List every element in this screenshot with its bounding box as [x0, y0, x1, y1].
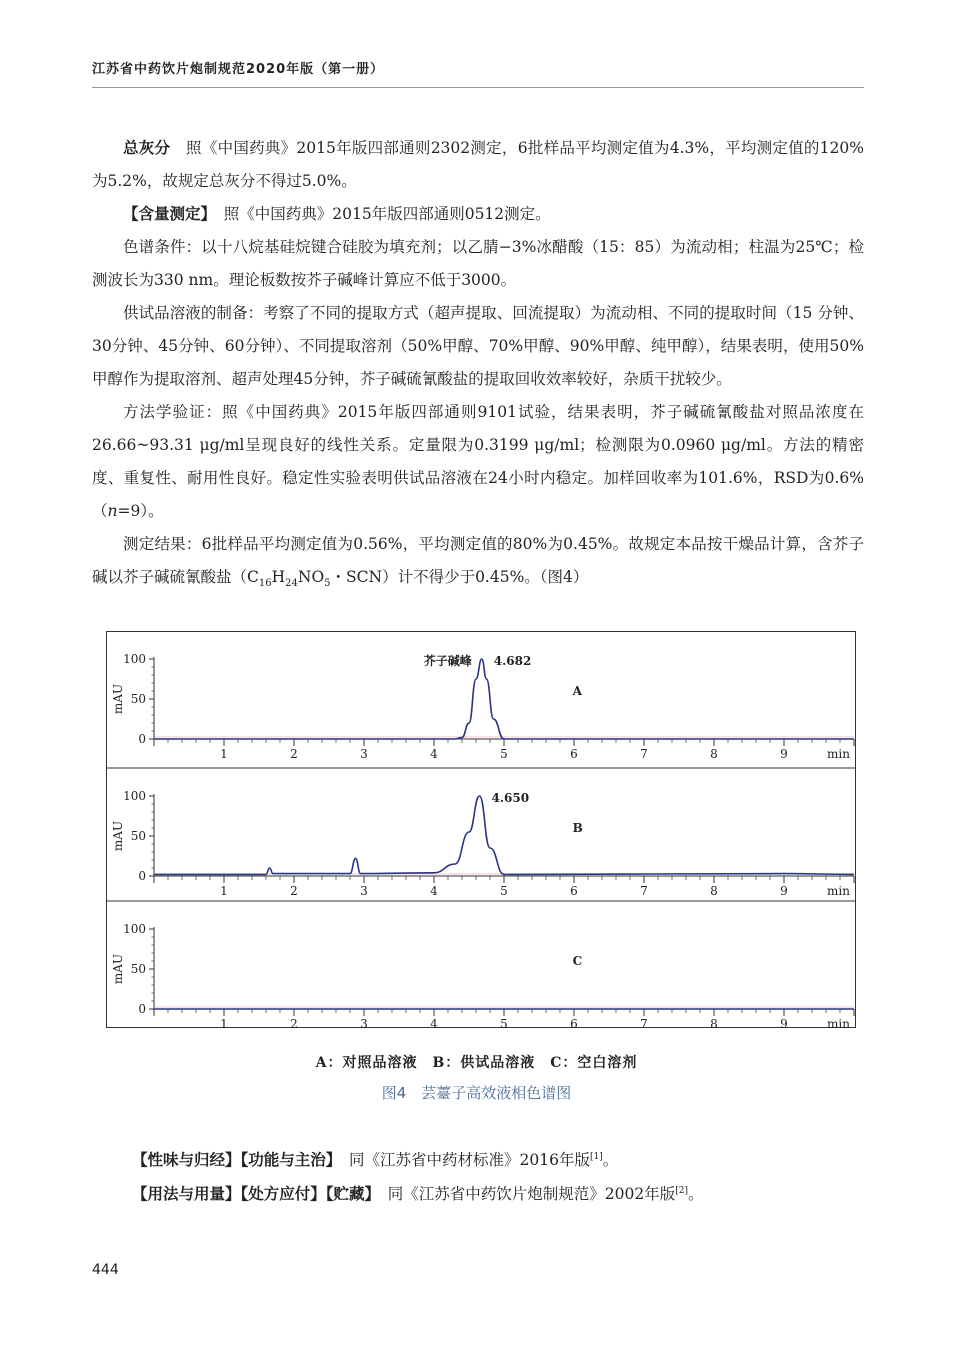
body-text — [92, 132, 864, 600]
result-paragraph: 测定结果：6批样品平均测定值为0.56%，平均测定值的80%为0.45%。故规定本品按干燥品计算，含芥子碱以芥子碱硫氰酸盐（$C_{16}H_{24}NO_5$・SCN）计不得少于0.45%。（图4） — [92, 535, 864, 590]
x-tick-label: 3 — [360, 884, 368, 898]
tail-text — [132, 1143, 872, 1211]
x-tick-label: 9 — [780, 747, 788, 761]
x-tick-label: 5 — [500, 884, 508, 898]
running-header: 江苏省中药饮片炮制规范2020年版（第一册） — [92, 58, 864, 88]
page-number: 444 — [92, 1262, 119, 1278]
prep-paragraph: 供试品溶液的制备：考察了不同的提取方式（超声提取、回流提取）为流动相、不同的提取时间（15 分钟、30分钟、45分钟、60分钟）、不同提取溶剂（50%甲醇、70%甲醇、90%甲醇、纯甲醇），结果表明，使用50%甲醇作为提取溶剂、超声处理45分钟，芥子碱硫氰酸盐的提取回收效率较好，杂质干扰较少。 — [92, 304, 864, 388]
x-tick-label: 2 — [290, 1017, 298, 1028]
chromatogram-figure — [106, 631, 856, 1028]
x-tick-label: 3 — [360, 747, 368, 761]
x-tick-label: 4 — [430, 1017, 438, 1028]
x-tick-label: 6 — [570, 1017, 578, 1028]
tail-line-2: 【用法与用量】【处方应付】【贮藏】 同《江苏省中药饮片炮制规范》2002年版[2]。 — [132, 1185, 704, 1203]
y-tick-label: 0 — [138, 869, 146, 883]
chrom-conditions: 色谱条件：以十八烷基硅烷键合硅胶为填充剂；以乙腈−3%冰醋酸（15：85）为流动相；柱温为25℃；检测波长为330 nm。理论板数按芥子碱峰计算应不低于3000。 — [92, 238, 864, 289]
x-tick-label: 1 — [220, 1017, 228, 1028]
x-tick-label: 9 — [780, 884, 788, 898]
x-tick-label: 2 — [290, 747, 298, 761]
peak-annotation: 芥子碱峰 — [423, 654, 472, 668]
ash-text: 照《中国药典》2015年版四部通则2302测定，6批样品平均测定值为4.3%，平均测定值的120%为5.2%，故规定总灰分不得过5.0%。 — [92, 139, 864, 190]
panel-label-A: A — [572, 684, 582, 698]
assay-label: 【含量测定】 — [123, 205, 209, 223]
x-tick-label: 6 — [570, 884, 578, 898]
x-tick-label: 3 — [360, 1017, 368, 1028]
y-axis-label: mAU — [111, 953, 125, 985]
ash-paragraph — [92, 132, 864, 198]
x-tick-label: 7 — [640, 1017, 648, 1028]
trace-A — [154, 659, 854, 739]
y-tick-label: 100 — [123, 652, 146, 666]
y-tick-label: 50 — [130, 962, 146, 976]
x-tick-label: 4 — [430, 747, 438, 761]
x-tick-label: 7 — [640, 884, 648, 898]
y-tick-label: 0 — [138, 732, 146, 746]
ref-1: [1] — [589, 1151, 603, 1162]
n-symbol: n — [107, 502, 118, 520]
y-tick-label: 0 — [138, 1002, 146, 1016]
x-axis-label: min — [827, 884, 850, 898]
x-tick-label: 1 — [220, 747, 228, 761]
x-tick-label: 4 — [430, 884, 438, 898]
ref-2: [2] — [675, 1185, 688, 1196]
figure-legend: A：对照品溶液 B：供试品溶液 C：空白溶剂 — [315, 1055, 638, 1071]
x-axis-label: min — [827, 1017, 850, 1028]
assay-paragraph — [92, 198, 864, 231]
x-tick-label: 1 — [220, 884, 228, 898]
y-axis-label: mAU — [111, 683, 125, 715]
x-tick-label: 8 — [710, 747, 718, 761]
x-axis-label: min — [827, 747, 850, 761]
y-tick-label: 50 — [130, 829, 146, 843]
x-tick-label: 5 — [500, 1017, 508, 1028]
y-axis-label: mAU — [111, 820, 125, 852]
x-tick-label: 8 — [710, 1017, 718, 1028]
tail-line-1: 【性味与归经】【功能与主治】 同《江苏省中药材标准》2016年版[1]。 — [132, 1151, 619, 1169]
x-tick-label: 2 — [290, 884, 298, 898]
peak-rt-label: 4.650 — [491, 791, 530, 805]
assay-text: 照《中国药典》2015年版四部通则0512测定。 — [208, 205, 551, 223]
x-tick-label: 9 — [780, 1017, 788, 1028]
ash-label: 总灰分 — [123, 139, 171, 157]
y-tick-label: 100 — [123, 789, 146, 803]
x-tick-label: 5 — [500, 747, 508, 761]
x-tick-label: 7 — [640, 747, 648, 761]
peak-rt-label: 4.682 — [493, 654, 532, 668]
x-tick-label: 8 — [710, 884, 718, 898]
validation-paragraph: 方法学验证：照《中国药典》2015年版四部通则9101试验，结果表明，芥子碱硫氰酸盐对照品浓度在26.66~93.31 μg/ml呈现良好的线性关系。定量限为0.3199 μg/ml；检测限为0.0960 μg/ml。方法的精密度、重复性、耐用性良好。稳定性实验表明供试品溶液在24小时内稳定。加样回收率为101.6%，RSD为0.6%（n=9）。 — [92, 403, 864, 520]
y-tick-label: 50 — [130, 692, 146, 706]
panel-label-C: C — [572, 954, 583, 968]
figure-caption: 图4 芸薹子高效液相色谱图 — [381, 1084, 572, 1102]
x-tick-label: 6 — [570, 747, 578, 761]
trace-B — [154, 796, 854, 874]
panel-label-B: B — [572, 821, 583, 835]
y-tick-label: 100 — [123, 922, 146, 936]
